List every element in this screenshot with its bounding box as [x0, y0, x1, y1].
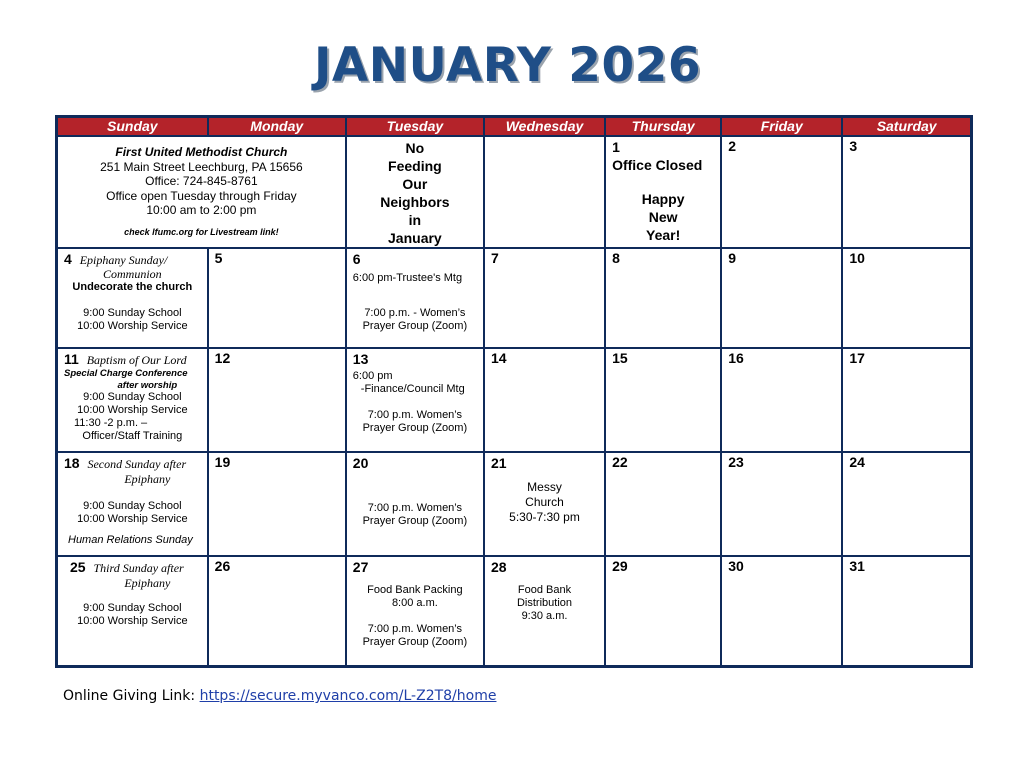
- header-monday: Monday: [208, 117, 346, 137]
- day-cell-15: [605, 348, 721, 452]
- messy-church-cont: Church: [525, 494, 564, 509]
- prayer-group-cont: Prayer Group (Zoom): [362, 514, 468, 527]
- prayer-group: 7:00 p.m. Women’s: [367, 408, 463, 421]
- online-giving: [63, 688, 496, 704]
- food-bank-distribution-time: 9:30 a.m.: [521, 610, 568, 623]
- feast-name-cont: Communion: [102, 267, 162, 282]
- week-row-5: [57, 556, 972, 666]
- office-hours: 10:00 am to 2:00 pm: [146, 203, 257, 218]
- day-number: 8: [612, 250, 620, 267]
- undecorate-note: Undecorate the church: [72, 281, 193, 294]
- note-line: Neighbors: [380, 194, 450, 211]
- day-number: 7: [490, 250, 499, 267]
- day-cell-28: [484, 556, 605, 666]
- day-cell-empty: [484, 136, 605, 248]
- calendar-grid: [55, 115, 973, 668]
- prayer-group-cont: Prayer Group (Zoom): [362, 320, 468, 333]
- prayer-group: 7:00 p.m. Women’s: [367, 501, 463, 514]
- header-sunday: Sunday: [57, 117, 208, 137]
- day-cell-11: [57, 348, 208, 452]
- week-row-3: [57, 348, 972, 452]
- online-giving-label: Online Giving Link:: [63, 688, 200, 704]
- day-cell-19: [208, 452, 346, 556]
- day-number: 27: [352, 559, 369, 576]
- sunday-school: 9:00 Sunday School: [83, 499, 182, 512]
- header-tuesday: Tuesday: [346, 117, 484, 137]
- note-line: in: [408, 212, 422, 229]
- note-line: January: [388, 230, 442, 247]
- week-row-4: [57, 452, 972, 556]
- day-cell-1: [605, 136, 721, 248]
- day-number: 13: [352, 350, 369, 367]
- happy-new-year-line: New: [648, 209, 678, 226]
- day-cell-5: [208, 248, 346, 347]
- church-info-cell: [57, 136, 346, 248]
- note-line: Feeding: [388, 158, 442, 175]
- church-name: First United Methodist Church: [115, 145, 288, 160]
- day-cell-14: [484, 348, 605, 452]
- charge-conference-cont: after worship: [117, 379, 178, 391]
- day-number: 25: [70, 559, 86, 576]
- note-line: No: [405, 140, 425, 157]
- day-cell-20: [346, 452, 484, 556]
- sunday-school: 9:00 Sunday School: [83, 307, 182, 320]
- day-number: 23: [728, 453, 744, 470]
- day-number: 20: [352, 454, 369, 471]
- day-cell-12: [208, 348, 346, 452]
- messy-church-time: 5:30-7:30 pm: [509, 509, 580, 524]
- feast-name: Epiphany Sunday/: [79, 253, 168, 268]
- day-cell-18: [57, 452, 208, 556]
- day-number: 28: [490, 559, 507, 576]
- food-bank-distribution-cont: Distribution: [516, 597, 573, 610]
- food-bank-packing: Food Bank Packing: [367, 584, 463, 597]
- finance-meeting: 6:00 pm: [352, 369, 393, 382]
- happy-new-year-line: Year!: [646, 227, 681, 244]
- human-relations-sunday: Human Relations Sunday: [68, 533, 193, 546]
- worship-service: 10:00 Worship Service: [77, 615, 188, 628]
- day-number: 2: [728, 138, 736, 155]
- day-number: 3: [849, 138, 858, 155]
- day-cell-3: [842, 136, 971, 248]
- worship-service: 10:00 Worship Service: [77, 320, 188, 333]
- day-number: 6: [352, 251, 361, 268]
- day-cell-26: [208, 556, 346, 666]
- day-number: 1: [612, 139, 620, 156]
- day-cell-tuesday-note: [346, 136, 484, 248]
- day-number: 4: [64, 251, 72, 268]
- day-cell-16: [721, 348, 842, 452]
- livestream-note: check lfumc.org for Livestream link!: [124, 226, 279, 237]
- office-days: Office open Tuesday through Friday: [106, 188, 297, 203]
- feast-name: Baptism of Our Lord: [86, 352, 187, 367]
- note-line: Our: [402, 176, 428, 193]
- prayer-group-cont: Prayer Group (Zoom): [362, 421, 468, 434]
- day-cell-30: [721, 556, 842, 666]
- week-row-1: [57, 136, 972, 248]
- church-address: 251 Main Street Leechburg, PA 15656: [100, 159, 303, 174]
- day-cell-29: [605, 556, 721, 666]
- week-row-2: [57, 248, 972, 347]
- day-cell-17: [842, 348, 971, 452]
- weekday-header-row: [57, 117, 972, 137]
- trustee-meeting: 6:00 pm-Trustee's Mtg: [352, 272, 463, 285]
- day-number: 15: [612, 349, 628, 366]
- feast-name: Third Sunday after: [93, 561, 184, 576]
- day-cell-8: [605, 248, 721, 347]
- day-cell-23: [721, 452, 842, 556]
- prayer-group: 7:00 p.m. - Women’s: [364, 307, 466, 320]
- prayer-group: 7:00 p.m. Women’s: [367, 623, 463, 636]
- header-thursday: Thursday: [605, 117, 721, 137]
- food-bank-packing-time: 8:00 a.m.: [391, 597, 438, 610]
- feast-name-cont: Epiphany: [124, 471, 171, 486]
- sunday-school: 9:00 Sunday School: [83, 390, 182, 403]
- charge-conference: Special Charge Conference: [64, 367, 188, 379]
- calendar-title: JANUARY 2026: [313, 38, 702, 93]
- day-cell-6: [346, 248, 484, 347]
- day-cell-13: [346, 348, 484, 452]
- day-cell-10: [842, 248, 971, 347]
- header-wednesday: Wednesday: [484, 117, 605, 137]
- feast-name-cont: Epiphany: [124, 576, 171, 591]
- office-closed-note: Office Closed: [612, 157, 703, 174]
- day-cell-7: [484, 248, 605, 347]
- day-number: 31: [849, 558, 865, 575]
- day-number: 24: [849, 453, 865, 470]
- day-number: 17: [849, 349, 865, 366]
- day-cell-24: [842, 452, 971, 556]
- online-giving-link[interactable]: https://secure.myvanco.com/L-Z2T8/home: [199, 688, 497, 704]
- header-saturday: Saturday: [842, 117, 971, 137]
- messy-church: Messy: [527, 479, 562, 494]
- day-number: 11: [64, 350, 79, 367]
- day-number: 29: [612, 558, 628, 575]
- day-cell-25: [57, 556, 208, 666]
- day-number: 21: [490, 454, 507, 471]
- feast-name: Second Sunday after: [87, 456, 187, 471]
- day-cell-21: [484, 452, 605, 556]
- day-cell-9: [721, 248, 842, 347]
- day-number: 16: [728, 349, 744, 366]
- staff-training-cont: Officer/Staff Training: [82, 429, 183, 442]
- day-number: 22: [612, 453, 628, 470]
- day-number: 5: [214, 250, 223, 267]
- header-friday: Friday: [721, 117, 842, 137]
- day-number: 12: [214, 349, 231, 366]
- happy-new-year-line: Happy: [641, 191, 685, 208]
- day-cell-2: [721, 136, 842, 248]
- day-number: 10: [849, 250, 865, 267]
- staff-training: 11:30 -2 p.m. –: [74, 416, 148, 429]
- prayer-group-cont: Prayer Group (Zoom): [362, 636, 468, 649]
- day-cell-27: [346, 556, 484, 666]
- day-number: 26: [214, 558, 231, 575]
- day-number: 30: [728, 558, 744, 575]
- church-phone: Office: 724-845-8761: [145, 174, 258, 189]
- day-number: 18: [64, 454, 80, 471]
- day-number: 14: [490, 349, 507, 366]
- day-cell-31: [842, 556, 971, 666]
- worship-service: 10:00 Worship Service: [77, 512, 188, 525]
- day-number: 19: [214, 453, 231, 470]
- day-number: 9: [728, 250, 736, 267]
- sunday-school: 9:00 Sunday School: [83, 602, 182, 615]
- finance-meeting-cont: -Finance/Council Mtg: [360, 382, 465, 395]
- worship-service: 10:00 Worship Service: [77, 403, 188, 416]
- food-bank-distribution: Food Bank: [517, 584, 572, 597]
- day-cell-4: [57, 248, 208, 347]
- day-cell-22: [605, 452, 721, 556]
